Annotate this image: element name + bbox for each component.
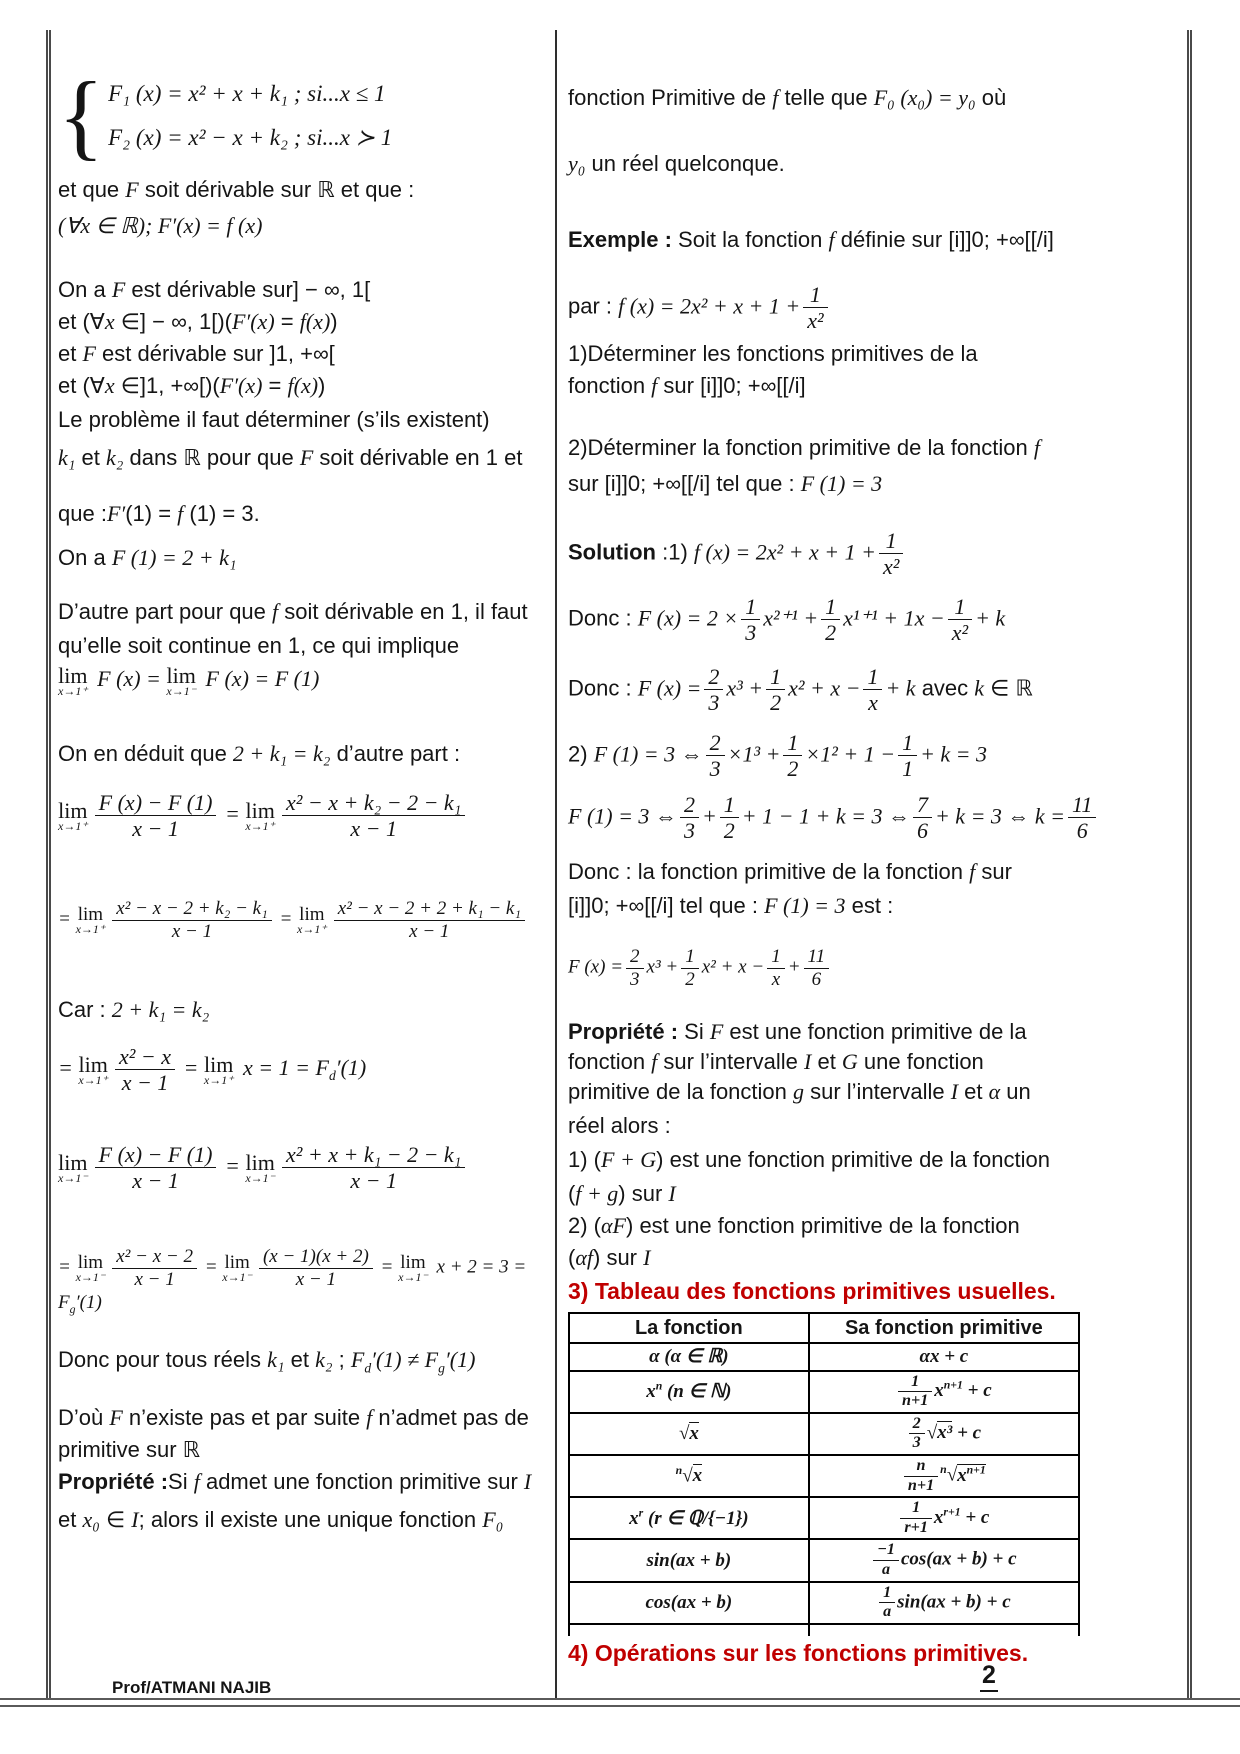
table-cell: cos(ax + b) [569, 1582, 809, 1624]
system-brace: { [58, 62, 105, 169]
table-cell: $\frac{1}{n+1}$ $x^{n+1} + c$ [809, 1371, 1079, 1413]
right-line-7: sur [i]]0; +∞[[/i] tel que : F (1) = 3 [568, 471, 883, 496]
table-cell: $x^r$ (r ∈ ℚ/{−1}) [569, 1497, 809, 1539]
left-line-13: On en déduit que 2 + k₁ = k₂ d’autre part : [58, 741, 461, 766]
table-cell [569, 1624, 809, 1636]
table-header-row [569, 1313, 1079, 1343]
right-line-5: fonction f sur [i]]0; +∞[[/i] [568, 373, 806, 398]
left-line-5: et (∀x ∈]1, +∞[)(F′(x) = f(x)) [58, 373, 326, 398]
left-line-23: Propriété :Si f admet une fonction primitive sur I [58, 1469, 532, 1494]
right-line-18: primitive de la fonction g sur l’intervalle I et α un [568, 1079, 1031, 1104]
table-row [569, 1371, 1079, 1413]
left-line-21: D’où F n’existe pas et par suite f n’admet pas de [58, 1405, 529, 1430]
right-line-17: fonction f sur l’intervalle I et G une fonction [568, 1049, 984, 1074]
bottom-rule [0, 1698, 1240, 1707]
table-row [569, 1413, 1079, 1455]
right-line-0: fonction Primitive de f telle que F₀ (x₀) = y₀ où [568, 85, 1007, 110]
right-line-14: [i]]0; +∞[[/i] tel que : F (1) = 3 est : [568, 893, 894, 918]
right-line-21: (f + g) sur I [568, 1181, 676, 1206]
right-line-22: 2) (αF) est une fonction primitive de la fonction [568, 1213, 1020, 1238]
section-heading-4: 4) Opérations sur les fonctions primitives. [568, 1640, 1029, 1666]
right-line-13: Donc : la fonction primitive de la fonction f sur [568, 859, 1012, 884]
primitives-table [568, 1312, 1080, 1636]
left-line-4: et F est dérivable sur ]1, +∞[ [58, 341, 335, 366]
table-cell: $^n$√x [569, 1455, 809, 1497]
left-line-16: Car : 2 + k₁ = k₂ [58, 997, 210, 1022]
right-line-2: Exemple : Soit la fonction f définie sur [i]]0; +∞[[/i] [568, 227, 1054, 252]
table-cell: $x^n$ (n ∈ ℕ) [569, 1371, 809, 1413]
right-line-6: 2)Déterminer la fonction primitive de la fonction f [568, 435, 1041, 460]
piecewise-system [58, 62, 556, 169]
right-line-3: par : f (x) = 2x² + x + 1 + $\frac{1}{\text{x²}}$ [568, 282, 1186, 334]
table-row [569, 1455, 1079, 1497]
left-line-9: On a F (1) = 2 + k₁ [58, 545, 237, 570]
page-number: 2 [980, 1660, 998, 1692]
footer-author: Prof/ATMANI NAJIB [112, 1678, 272, 1697]
right-line-15: F (x) = $\frac{2}{3}$ x³ + $\frac{1}{2}$ x² + x − $\frac{1}{x}$ + $\frac{11}{6}$ [568, 946, 1186, 991]
primitives-table-wrapper [568, 1312, 1080, 1636]
table-row [569, 1343, 1079, 1371]
right-line-1: y₀ un réel quelconque. [568, 151, 785, 176]
right-line-20: 1) (F + G) est une fonction primitive de la fonction [568, 1147, 1050, 1172]
table-cell [809, 1624, 1079, 1636]
left-line-10: D’autre part pour que f soit dérivable en 1, il faut [58, 599, 528, 624]
left-line-17: = lim x→1⁺ $\frac{\text{x² − x}}{x - 1}$ = lim x→1⁺ $x = 1 = F_d'(1)$ [58, 1044, 367, 1096]
right-line-4: 1)Déterminer les fonctions primitives de la [568, 341, 978, 366]
left-line-20: Donc pour tous réels k₁ et k₂ ; $F_d'(1) \ne F_g'(1)$ [58, 1347, 476, 1376]
system-lines [108, 72, 392, 159]
table-row [569, 1539, 1079, 1581]
right-line-8: Solution :1) f (x) = 2x² + x + 1 + $\frac{1}{\text{x²}}$ [568, 528, 1186, 580]
left-line-6: Le problème il faut déterminer (s’ils existent) [58, 407, 490, 432]
left-line-12: lim x→1⁺ F (x) = lim x→1⁻ F (x) = F (1) [58, 663, 320, 699]
left-line-7: k₁ et k₂ dans ℝ pour que F soit dérivable en 1 et [58, 445, 523, 470]
left-line-18: lim x→1⁻ $\frac{F (x) - F (1)}{x - 1}$ = lim x→1⁻ $\frac{\text{x² + x + k₁ − 2 − k₁}}{x - 1}$ [58, 1142, 556, 1194]
left-line-22: primitive sur ℝ [58, 1437, 201, 1462]
right-line-9: Donc : F (x) = 2 × $\frac{1}{3}$ x²⁺¹ + $\frac{1}{2}$ x¹⁺¹ + 1x − $\frac{1}{\text{x²}}$ + k [568, 594, 1006, 646]
left-line-3: et (∀x ∈] − ∞, 1[)(F′(x) = f(x)) [58, 309, 338, 334]
table-cell: $\frac{1}{r+1}$ $x^{r+1} + c$ [809, 1497, 1079, 1539]
table-row [569, 1582, 1079, 1624]
table-cell: αx + c [809, 1343, 1079, 1371]
left-line-1: (∀x ∈ ℝ); F′(x) = f (x) [58, 213, 263, 238]
table-cell: √x [569, 1413, 809, 1455]
right-line-11: 2) F (1) = 3 ⇔ $\frac{2}{3}$ ×1³ + $\frac{1}{2}$ ×1² + 1 − $\frac{1}{1}$ + k = 3 [568, 730, 988, 782]
left-line-0: et que F soit dérivable sur ℝ et que : [58, 177, 415, 202]
right-line-10: Donc : F (x) = $\frac{2}{3}$ x³ + $\frac{1}{2}$ x² + x − $\frac{1}{x}$ + k avec k ∈ ℝ [568, 664, 1033, 716]
table-cell: $\frac{1}{a}$ sin(ax + b) + c [809, 1582, 1079, 1624]
right-line-12: F (1) = 3 ⇔ $\frac{2}{3}$ + $\frac{1}{2}$ + 1 − 1 + k = 3 ⇔ $\frac{7}{6}$ + k = 3 ⇔ k = $\frac{11}{6}$ [568, 792, 1186, 844]
left-line-8: que :F′(1) = f (1) = 3. [58, 501, 260, 526]
left-line-15: = lim x→1⁺ $\frac{\text{x² − x − 2 + k₂ − k₁}}{x - 1}$ = lim x→1⁺ $\frac{\text{x² − x − 2 + 2 + k₁ − k₁}}{x - 1}$ [58, 898, 556, 943]
section-heading-3: 3) Tableau des fonctions primitives usuelles. [568, 1278, 1056, 1304]
right-line-23: (αf) sur I [568, 1245, 651, 1270]
system-line-2: F₂ (x) = x² − x + k₂ ; si...x ≻ 1 [108, 124, 393, 150]
left-line-11: qu’elle soit continue en 1, ce qui implique [58, 633, 460, 658]
table-row [569, 1497, 1079, 1539]
table-cell: $\frac{-1}{a}$ cos(ax + b) + c [809, 1539, 1079, 1581]
table-cell: α (α ∈ ℝ) [569, 1343, 809, 1371]
table-cell: sin(ax + b) [569, 1539, 809, 1581]
table-cell: $\frac{2}{3}$ √x³ + c [809, 1413, 1079, 1455]
left-line-19: = lim x→1⁻ $\frac{\text{x² − x − 2}}{x - 1}$ = lim x→1⁻ $\frac{(x - 1)(x + 2)}{x - 1}$ = lim x→1⁻ $x + 2 = 3 = F_g'(1)$ [58, 1246, 527, 1316]
left-line-2: On a F est dérivable sur] − ∞, 1[ [58, 277, 371, 302]
table-row-clipped [569, 1624, 1079, 1636]
left-line-24: et x₀ ∈ I; alors il existe une unique fonction F₀ [58, 1507, 504, 1532]
table-cell: $\frac{n}{n+1}$ $^n√x^{n+1}$ [809, 1455, 1079, 1497]
table-header-primitive: Sa fonction primitive [809, 1313, 1079, 1343]
right-line-16: Propriété : Si F est une fonction primitive de la [568, 1019, 1027, 1044]
left-line-14: lim x→1⁺ $\frac{F (x) - F (1)}{x - 1}$ = lim x→1⁺ $\frac{\text{x² − x + k₂ − 2 − k₁}}{x - 1}$ [58, 790, 556, 842]
right-line-19: réel alors : [568, 1113, 671, 1138]
system-line-1: F₁ (x) = x² + x + k₁ ; si...x ≤ 1 [108, 80, 386, 106]
table-header-function: La fonction [569, 1313, 809, 1343]
